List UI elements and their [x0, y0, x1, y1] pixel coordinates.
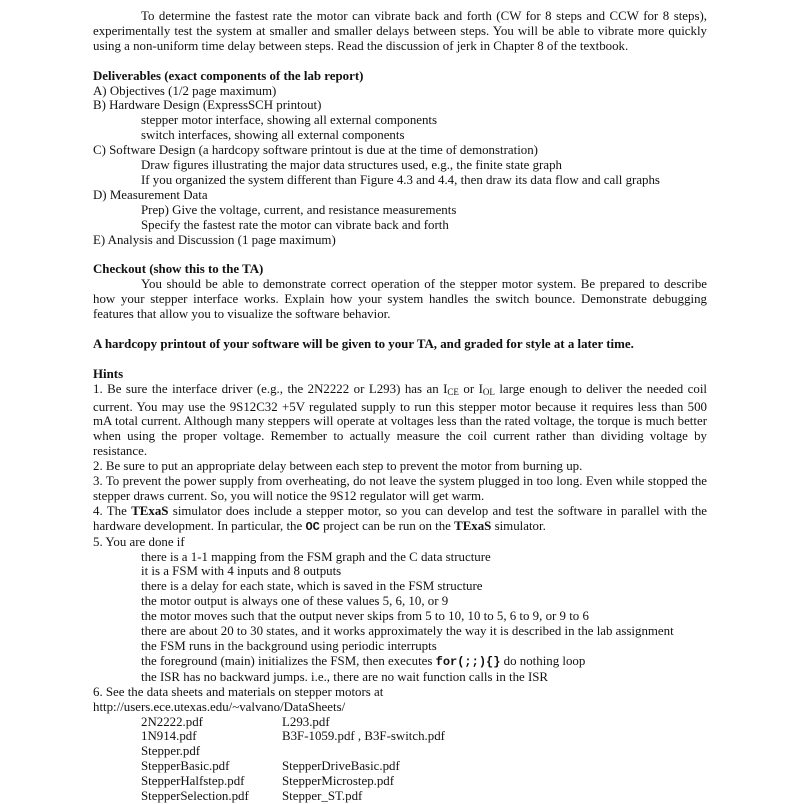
hint-5: 5. You are done if [93, 534, 185, 549]
deliverable-e: E) Analysis and Discussion (1 page maximum) [93, 232, 336, 247]
deliverable-d2: Specify the fastest rate the motor can vibrate back and forth [141, 217, 449, 232]
deliverables-heading: Deliverables (exact components of the lab report) [93, 68, 364, 83]
intro-paragraph: To determine the fastest rate the motor can vibrate back and forth (CW for 8 steps and CCW for 8 steps), experimentally test the system at smaller and smaller delays between steps. You will be able to vibrate more quickly using a non-uniform time delay between steps. Read the discussion of jerk in Chapter 8 of the textbook. [93, 9, 707, 53]
file-name: 2N2222.pdf [141, 714, 203, 729]
deliverable-c1: Draw figures illustrating the major data structures used, e.g., the finite state graph [141, 158, 562, 173]
hint-4: 4. The TExaS simulator does include a stepper motor, so you can develop and test the software in parallel with the hardware development. In particular, the OC project can be run on the TExaS simulator. [93, 503, 708, 534]
file-name: StepperMicrostep.pdf [282, 774, 395, 789]
deliverable-b1: stepper motor interface, showing all external components [141, 113, 438, 128]
deliverable-d1: Prep) Give the voltage, current, and resistance measurements [141, 202, 457, 217]
document-page [93, 9, 707, 804]
file-name: StepperDriveBasic.pdf [282, 759, 400, 774]
hint-5-item: there is a 1-1 mapping from the FSM graph and the C data structure [141, 549, 491, 564]
hint-2: 2. Be sure to put an appropriate delay between each step to prevent the motor from burning up. [93, 459, 583, 474]
datasheets-url: http://users.ece.utexas.edu/~valvano/DataSheets/ [93, 699, 346, 714]
hint-6: 6. See the data sheets and materials on stepper motors at [93, 684, 384, 699]
checkout-heading: Checkout (show this to the TA) [93, 262, 264, 277]
hint-5-item: it is a FSM with 4 inputs and 8 outputs [141, 564, 342, 579]
deliverable-b2: switch interfaces, showing all external components [141, 128, 405, 143]
hint-3: 3. To prevent the power supply from overheating, do not leave the system plugged in too long. Even while stopped the stepper draws current. So, you will notice the 9S12 regulator will get warm. [93, 474, 707, 503]
file-name: StepperSelection.pdf [141, 789, 249, 804]
file-name: B3F-1059.pdf , B3F-switch.pdf [282, 729, 445, 744]
file-name: 1N914.pdf [141, 729, 197, 744]
hint-5-item-isr: the ISR has no backward jumps. i.e., there are no wait function calls in the ISR [141, 669, 549, 684]
file-row [141, 789, 707, 804]
deliverable-c: C) Software Design (a hardcopy software printout is due at the time of demonstration) [93, 143, 538, 158]
deliverable-d: D) Measurement Data [93, 187, 208, 202]
hint-5-item: there is a delay for each state, which is saved in the FSM structure [141, 579, 483, 594]
deliverable-c2: If you organized the system different than Figure 4.3 and 4.4, then draw its data flow and call graphs [141, 172, 660, 187]
hint-5-item-foreground: the foreground (main) initializes the FSM, then executes for(;;){} do nothing loop [141, 653, 586, 669]
file-row [141, 774, 707, 789]
file-name: StepperBasic.pdf [141, 759, 230, 774]
deliverable-b: B) Hardware Design (ExpressSCH printout) [93, 98, 322, 113]
hints-heading: Hints [93, 366, 124, 381]
file-name: L293.pdf [282, 714, 330, 729]
checkout-paragraph: You should be able to demonstrate correct operation of the stepper motor system. Be prepared to describe how your stepper interface works. Explain how your system handles the switch bounce. Demonstrate debugging features that allow you to visualize the software behavior. [93, 277, 707, 322]
hint-5-item: the motor moves such that the output never skips from 5 to 10, 10 to 5, 6 to 9, or 9 to 6 [141, 609, 589, 624]
file-row [141, 715, 707, 730]
file-row [141, 759, 707, 774]
file-name: Stepper_ST.pdf [282, 789, 363, 804]
hint-5-item: there are about 20 to 30 states, and it works approximately the way it is described in the lab assignment [141, 624, 674, 639]
file-row [141, 729, 707, 744]
file-name: StepperHalfstep.pdf [141, 774, 245, 789]
deliverable-a: A) Objectives (1/2 page maximum) [93, 83, 277, 98]
printout-note: A hardcopy printout of your software will be given to your TA, and graded for style at a later time. [93, 336, 634, 351]
hint-1: 1. Be sure the interface driver (e.g., the 2N2222 or L293) has an $I_{CE}$ or $I_{OL}$ large enough to deliver the needed coil current. You may use the 9S12C32 +5V regulated supply to run this stepper motor because it requires less than 500 mA total current. Although many steppers will operate at voltages less than the rated voltage, the torque is much better when using the proper voltage. Remember to actually measure the coil current rather than dividing voltage by resistance. [93, 381, 707, 459]
hint-5-item: the motor output is always one of these values 5, 6, 10, or 9 [141, 594, 449, 609]
hint-5-item: the FSM runs in the background using periodic interrupts [141, 639, 437, 653]
datasheet-file-list [93, 715, 707, 804]
file-name: Stepper.pdf [141, 744, 201, 759]
file-row [141, 744, 707, 759]
